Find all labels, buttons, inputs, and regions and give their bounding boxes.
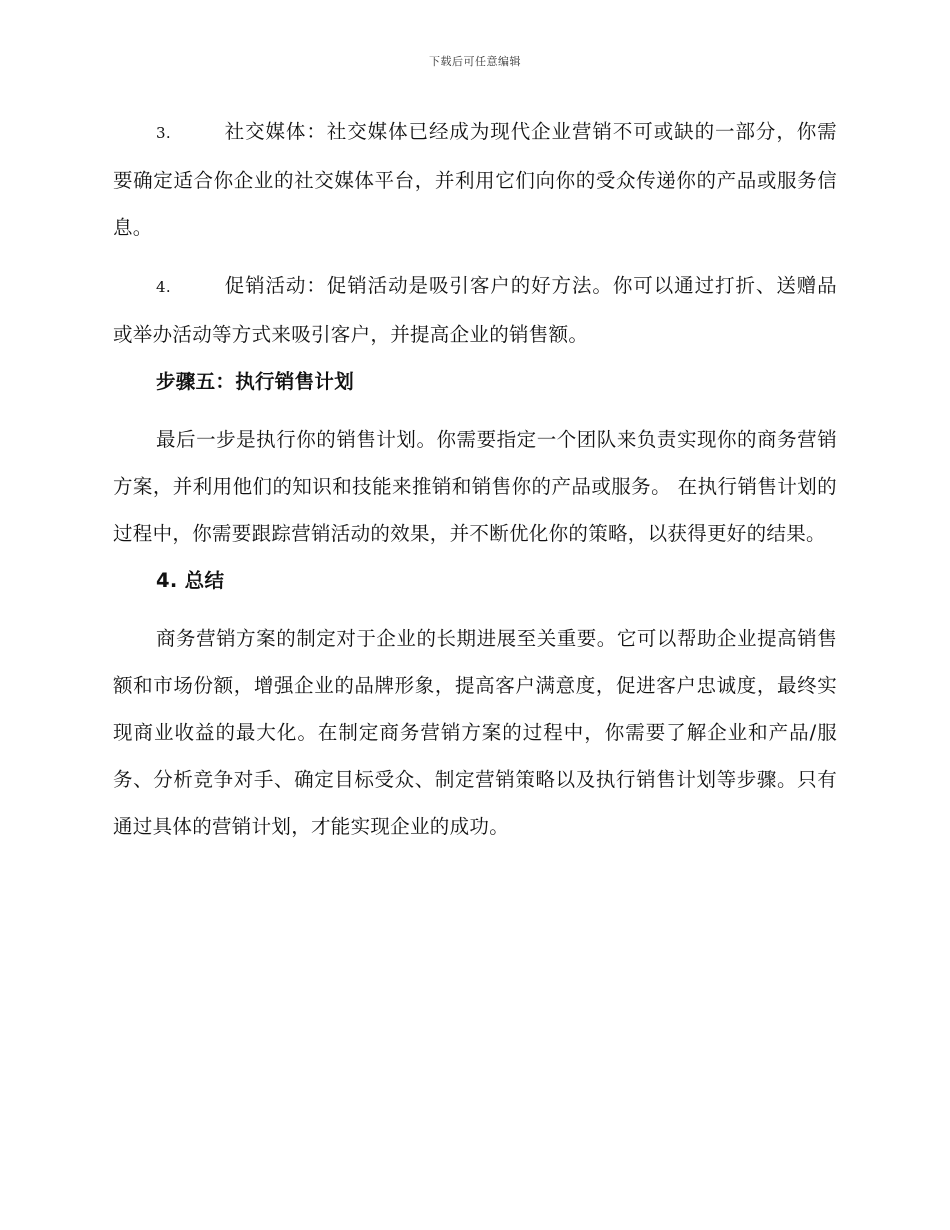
list-item-number: 3. [156, 124, 171, 142]
page-header: 下载后可任意编辑 [429, 55, 521, 68]
paragraph-summary: 商务营销方案的制定对于企业的长期进展至关重要。它可以帮助企业提高销售额和市场份额，增强企业的品牌形象，提高客户满意度，促进客户忠诚度，最终实现商业收益的最大化。在制定商务营销方案的过程中，你需要了解企业和产品/服务、分析竞争对手、确定目标受众、制定营销策略以及执行销售计划等步骤。只有通过具体的营销计划，才能实现企业的成功。 [113, 627, 837, 838]
paragraph-step5: 最后一步是执行你的销售计划。你需要指定一个团队来负责实现你的商务营销方案，并利用他们的知识和技能来推销和销售你的产品或服务。 在执行销售计划的过程中，你需要跟踪营销活动的效果，并不断优化你的策略，以获得更好的结果。 [113, 428, 837, 545]
list-item-promotion [113, 262, 837, 358]
list-item-text: 促销活动：促销活动是吸引客户的好方法。你可以通过打折、送赠品或举办活动等方式来吸引客户，并提高企业的销售额。 [113, 274, 837, 346]
section-heading-summary: 4. 总结 [156, 569, 225, 592]
list-item-number: 4. [156, 278, 171, 296]
list-item-social-media [113, 108, 837, 251]
list-item-text: 社交媒体：社交媒体已经成为现代企业营销不可或缺的一部分，你需要确定适合你企业的社交媒体平台，并利用它们向你的受众传递你的产品或服务信息。 [113, 120, 837, 239]
document-body [113, 108, 837, 850]
section-heading-step5: 步骤五：执行销售计划 [156, 370, 355, 393]
